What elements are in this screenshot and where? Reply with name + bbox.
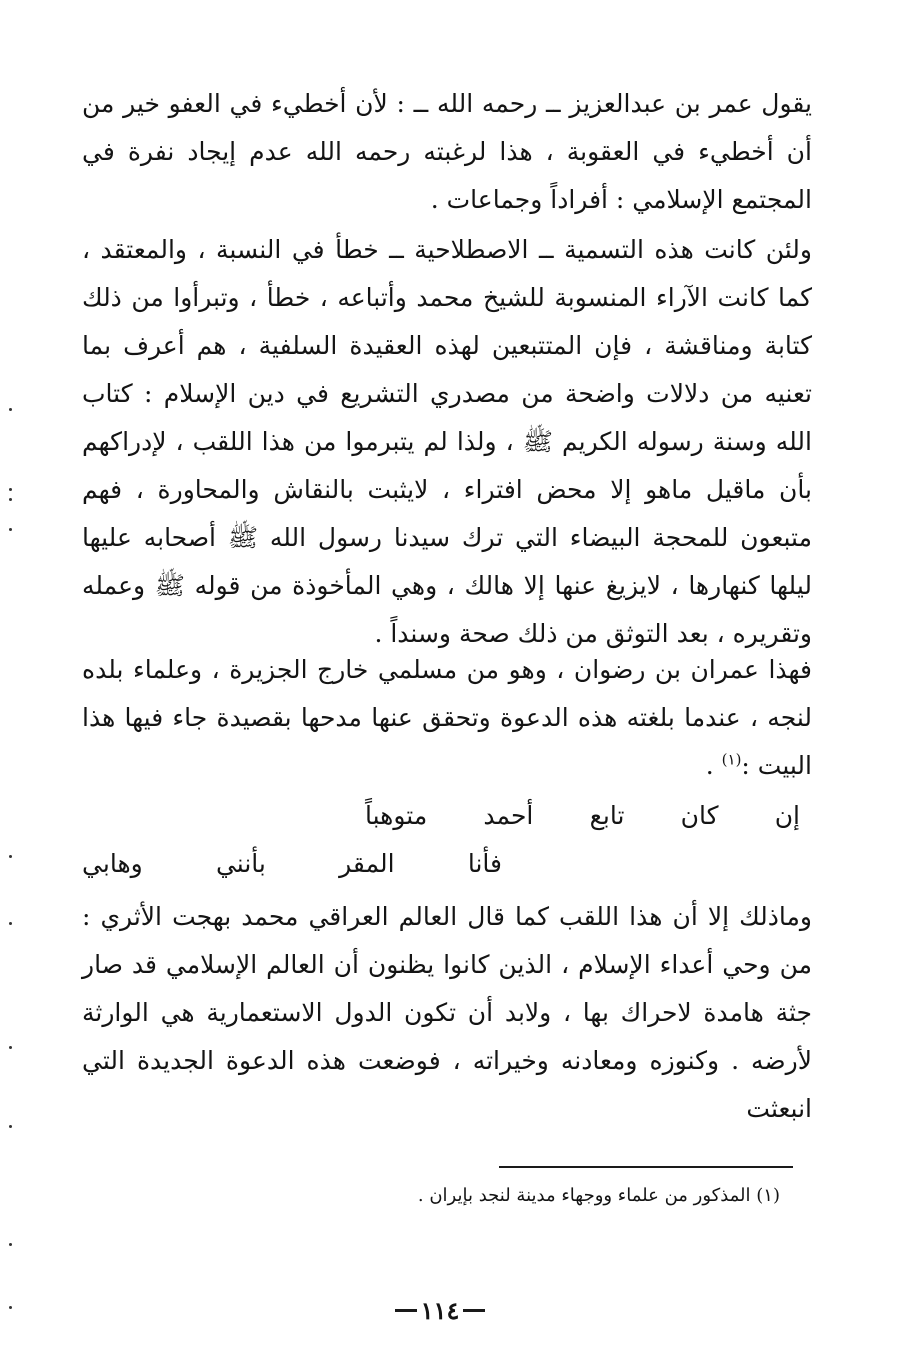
scan-speck — [9, 488, 12, 491]
verse-word: متوهباً — [365, 801, 428, 830]
verse-word: بأنني — [215, 849, 266, 878]
scan-speck — [9, 1306, 12, 1309]
verse-word: فأنا — [467, 849, 502, 878]
scan-speck — [9, 498, 12, 501]
scan-speck — [9, 1046, 12, 1049]
scan-speck — [9, 922, 12, 925]
footnote-divider — [499, 1166, 793, 1168]
paragraph-1: يقول عمر بن عبدالعزيز ــ رحمه الله ــ : لأن أخطيء في العفو خير من أن أخطيء في العقوبة ، هذا لرغبته رحمه الله عدم إيجاد نفرة في المجتمع الإسلامي : أفراداً وجماعات . — [82, 89, 812, 214]
paragraph-3-text: فهذا عمران بن رضوان ، وهو من مسلمي خارج الجزيرة ، وعلماء بلده لنجه ، عندما بلغته هذه الدعوة وتحقق عنها مدحها بقصيدة جاء فيها هذا البيت : — [82, 655, 812, 780]
page-number-dash — [395, 1309, 417, 1312]
paragraph-2: ولئن كانت هذه التسمية ــ الاصطلاحية ــ خطأ في النسبة ، والمعتقد ، كما كانت الآراء المنسوبة للشيخ محمد وأتباعه ، خطأ ، وتبرأوا من ذلك كتابة ومناقشة ، فإن المتتبعين لهذه العقيدة السلفية ، هم أعرف بما تعنيه من دلالات واضحة من مصدري التشريع في دين الإسلام : كتاب الله وسنة رسوله الكريم ﷺ ، ولذا لم يتبرموا من هذا اللقب ، لإدراكهم بأن ماقيل ماهو إلا محض افتراء ، لايثبت بالنقاش والمحاورة ، فهم متبعون للمحجة البيضاء التي ترك سيدنا رسول الله ﷺ أصحابه عليها ليلها كنهارها ، لايزيغ عنها إلا هالك ، وهي المأخوذة من قوله ﷺ وعمله وتقريره ، بعد التوثق من ذلك صحة وسنداً . — [82, 235, 812, 648]
scan-speck — [9, 408, 12, 411]
page-number — [385, 1290, 495, 1330]
scan-speck — [9, 855, 12, 858]
paragraph-4: وماذلك إلا أن هذا اللقب كما قال العالم العراقي محمد بهجت الأثري : من وحي أعداء الإسلام ، الذين كانوا يظنون أن العالم الإسلامي قد صار جثة هامدة لاحراك بها ، ولابد أن تكون الدول الاستعمارية هي الوارثة لأرضه . وكنوزه ومعادنه وخيراته ، فوضعت هذه الدعوة الجديدة التي انبعثت — [82, 902, 812, 1123]
scan-speck — [9, 528, 12, 531]
footnote-reference: (١) — [721, 750, 742, 769]
scan-speck — [9, 1243, 12, 1246]
paragraph-3 — [82, 646, 812, 790]
page-number-text: ١١٤ — [420, 1295, 460, 1325]
page-number-dash — [463, 1309, 485, 1312]
verse-word: كان — [680, 801, 719, 830]
verse-word: تابع — [589, 801, 625, 830]
verse-word: وهابي — [82, 849, 143, 878]
scan-speck — [9, 1125, 12, 1128]
paragraph-3-end: . — [705, 751, 722, 780]
verse-line-1 — [365, 796, 800, 836]
verse-word: المقر — [339, 849, 395, 878]
verse-word: أحمد — [483, 801, 534, 830]
verse-word: إن — [774, 801, 800, 830]
verse-line-2 — [82, 844, 502, 884]
footnote: (١) المذكور من علماء ووجهاء مدينة لنجد بإيران . — [417, 1185, 780, 1206]
